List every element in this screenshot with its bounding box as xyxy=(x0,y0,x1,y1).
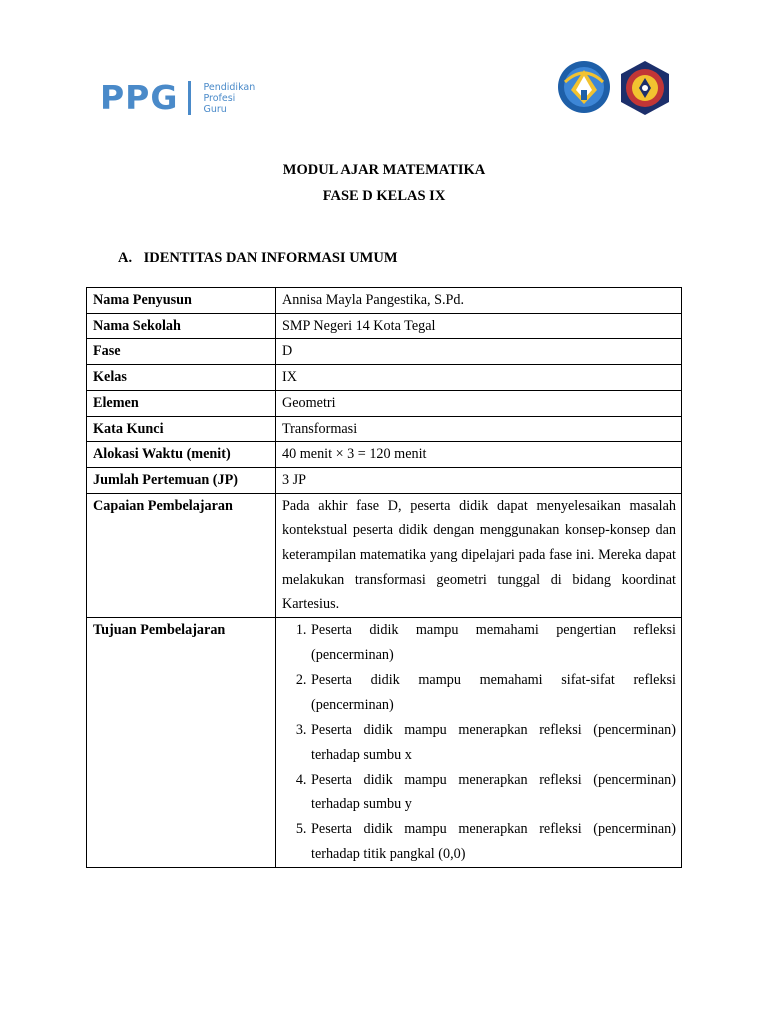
table-row xyxy=(87,390,682,416)
pancasakti-university-emblem xyxy=(617,60,673,116)
info-table xyxy=(86,287,682,868)
row-value: D xyxy=(276,339,682,365)
row-label: Fase xyxy=(87,339,276,365)
table-row xyxy=(87,467,682,493)
tujuan-list-cell xyxy=(276,618,682,868)
list-item: 1. Peserta didik mampu memahami pengertian refleksi (pencerminan) xyxy=(310,618,676,668)
ppg-logo-sub-line: Pendidikan xyxy=(203,81,256,93)
document-title: MODUL AJAR MATEMATIKA xyxy=(282,162,486,178)
row-value: Transformasi xyxy=(276,416,682,442)
list-item: 4. Peserta didik mampu menerapkan refleksi (pencerminan) terhadap sumbu y xyxy=(310,768,676,818)
list-item: 5. Peserta didik mampu menerapkan refleksi (pencerminan) terhadap titik pangkal (0,0) xyxy=(310,817,676,867)
section-number: A. xyxy=(118,250,133,266)
ppg-logo xyxy=(100,78,255,118)
document-subtitle: FASE D KELAS IX xyxy=(322,188,446,204)
table-row xyxy=(87,618,682,868)
row-label: Elemen xyxy=(87,390,276,416)
list-item: 2. Peserta didik mampu memahami sifat-sifat refleksi (pencerminan) xyxy=(310,668,676,718)
table-row xyxy=(87,365,682,391)
tut-wuri-handayani-emblem xyxy=(557,60,611,114)
row-label: Nama Sekolah xyxy=(87,313,276,339)
section-title: IDENTITAS DAN INFORMASI UMUM xyxy=(143,250,398,266)
row-label: Tujuan Pembelajaran xyxy=(87,618,276,868)
row-value: SMP Negeri 14 Kota Tegal xyxy=(276,313,682,339)
table-row xyxy=(87,442,682,468)
row-value: Annisa Mayla Pangestika, S.Pd. xyxy=(276,288,682,314)
capaian-text: Pada akhir fase D, peserta didik dapat menyelesaikan masalah kontekstual peserta didik dengan menggunakan konsep-konsep dan keterampilan matematika yang dipelajari pada fase ini. Mereka dapat melakukan transformasi geometri tunggal di bidang koordinat Kartesius. xyxy=(276,493,682,618)
table-row xyxy=(87,416,682,442)
list-item: 3. Peserta didik mampu menerapkan refleksi (pencerminan) terhadap sumbu x xyxy=(310,718,676,768)
tujuan-list xyxy=(282,618,676,867)
row-value: 3 JP xyxy=(276,467,682,493)
ppg-logo-subtitle xyxy=(203,82,255,115)
ppg-logo-sub-line: Guru xyxy=(203,103,227,115)
ppg-logo-text: PPG xyxy=(100,78,179,117)
row-label: Kelas xyxy=(87,365,276,391)
table-row xyxy=(87,288,682,314)
ppg-logo-sub-line: Profesi xyxy=(203,92,236,104)
emblems xyxy=(557,60,673,116)
row-label: Kata Kunci xyxy=(87,416,276,442)
row-value: IX xyxy=(276,365,682,391)
table-row xyxy=(87,493,682,618)
row-label: Nama Penyusun xyxy=(87,288,276,314)
row-label: Jumlah Pertemuan (JP) xyxy=(87,467,276,493)
table-row xyxy=(87,313,682,339)
section-heading xyxy=(118,250,398,267)
table-row xyxy=(87,339,682,365)
row-value: Geometri xyxy=(276,390,682,416)
row-value: 40 menit × 3 = 120 menit xyxy=(276,442,682,468)
ppg-logo-divider xyxy=(188,81,191,115)
row-label: Capaian Pembelajaran xyxy=(87,493,276,618)
row-label: Alokasi Waktu (menit) xyxy=(87,442,276,468)
